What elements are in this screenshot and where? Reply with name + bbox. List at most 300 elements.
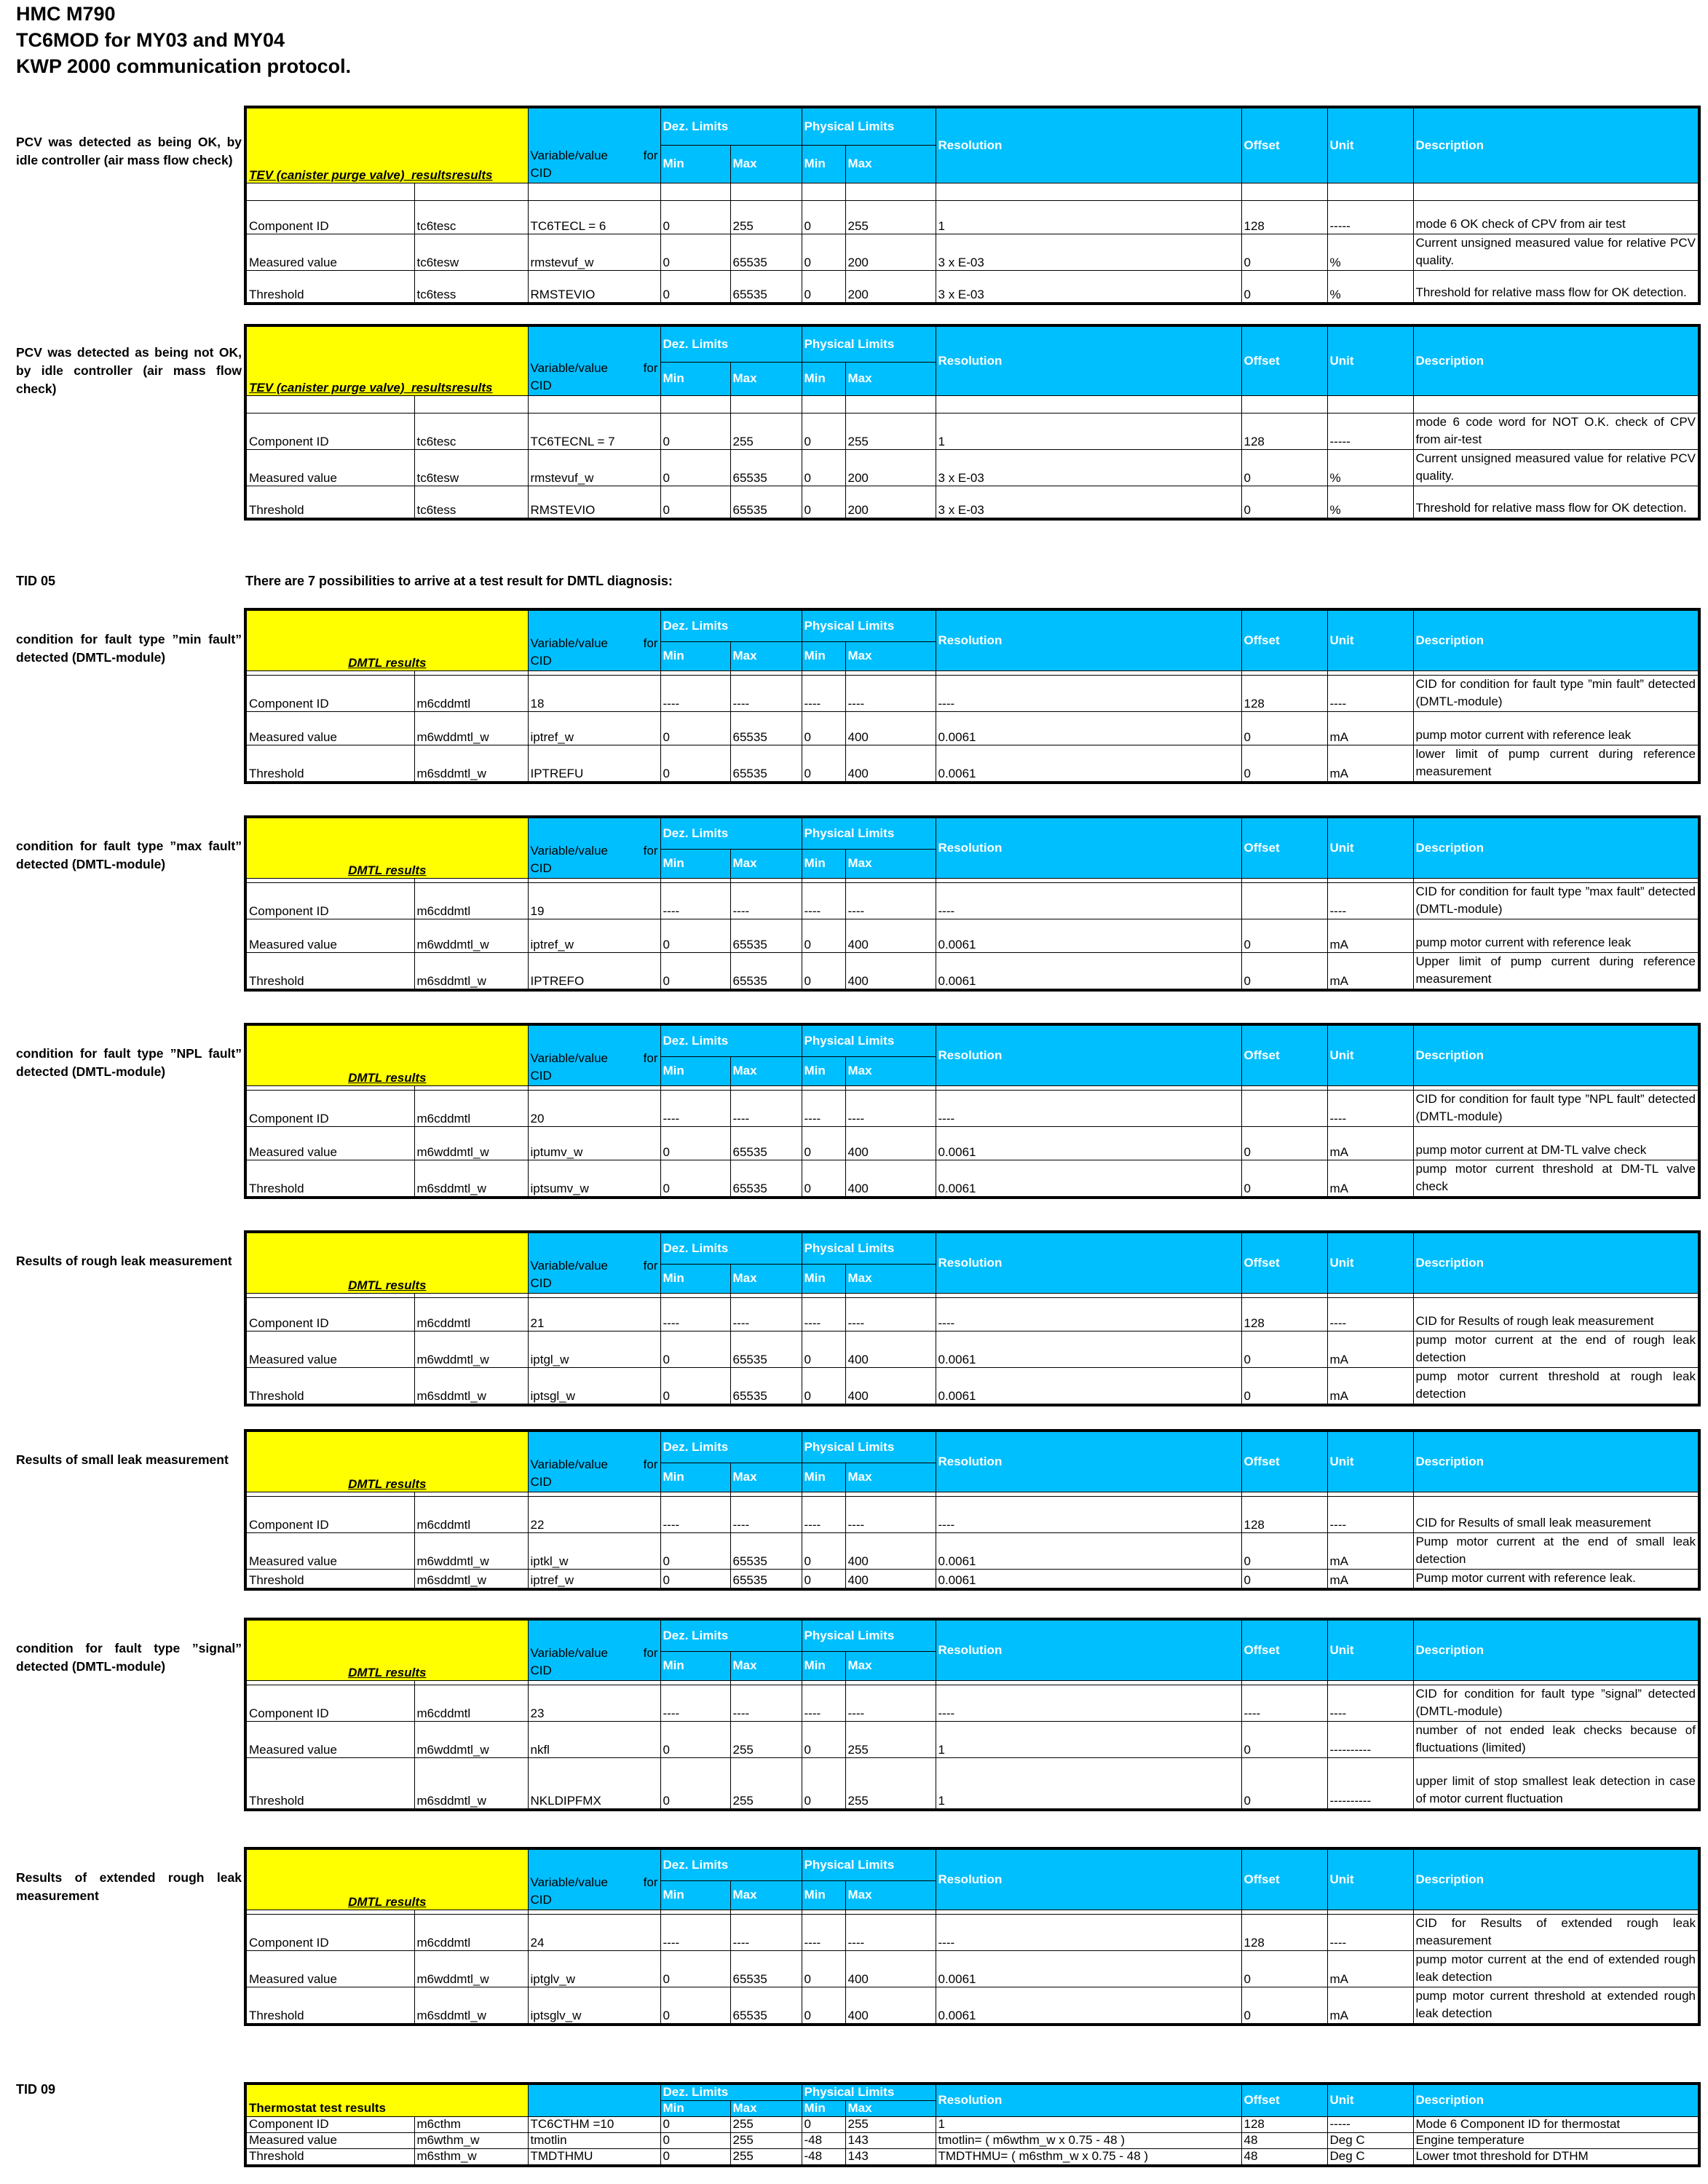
cell-phys-min: 0 <box>802 745 845 783</box>
cell-phys-min: 0 <box>802 1126 845 1160</box>
col-header-offset: Offset <box>1241 1232 1327 1293</box>
col-header-max: Max <box>845 362 936 395</box>
cell-resolution: ---- <box>936 675 1241 711</box>
table-row <box>245 1950 1699 1987</box>
col-header-min: Min <box>802 1651 845 1680</box>
cell-dez-min: 0 <box>660 234 730 270</box>
spacer-cell <box>1241 183 1327 200</box>
doc-title-line2: TC6MOD for MY03 and MY04 <box>16 29 285 51</box>
table-row <box>245 486 1699 519</box>
col-header-variable-a: Variable/value <box>530 1645 608 1660</box>
col-header-offset: Offset <box>1241 1848 1327 1910</box>
cell-description: pump motor current at DM-TL valve check <box>1413 1126 1699 1160</box>
cell-variable-code: m6sddmtl_w <box>414 1569 528 1589</box>
col-header-variable-a: Variable/value <box>530 1457 608 1471</box>
col-header-variable-line <box>531 1456 658 1473</box>
cell-variable-code: m6cddmtl <box>414 675 528 711</box>
cell-dez-min: 0 <box>660 486 730 519</box>
cell-unit: ---- <box>1327 882 1413 919</box>
cell-unit: mA <box>1327 1160 1413 1198</box>
table-title-cell <box>245 2084 528 2117</box>
cell-cid-value: 20 <box>528 1090 660 1126</box>
cell-resolution: 0.0061 <box>936 1331 1241 1367</box>
spacer-cell <box>936 395 1241 413</box>
cell-offset: 128 <box>1241 1914 1327 1950</box>
cell-unit: Deg C <box>1327 2149 1413 2167</box>
cell-phys-max: ---- <box>845 882 936 919</box>
cell-variable-code: m6sddmtl_w <box>414 745 528 783</box>
col-header-offset: Offset <box>1241 1024 1327 1085</box>
cell-row-type: Measured value <box>245 2133 414 2149</box>
table-row <box>245 745 1699 783</box>
col-header-variable-a: Variable/value <box>530 1258 608 1273</box>
cell-phys-max: ---- <box>845 1090 936 1126</box>
cell-dez-min: 0 <box>660 1721 730 1757</box>
col-header-resolution: Resolution <box>936 817 1241 878</box>
col-header-variable-b: for <box>643 636 658 650</box>
cell-phys-max: ---- <box>845 1297 936 1331</box>
col-header-resolution: Resolution <box>936 2084 1241 2117</box>
cell-phys-max: 400 <box>845 1569 936 1589</box>
cell-cid-value: TC6TECNL = 7 <box>528 413 660 449</box>
cell-resolution: 0.0061 <box>936 952 1241 990</box>
cell-phys-max: ---- <box>845 1914 936 1950</box>
cell-variable-code: m6cddmtl <box>414 1090 528 1126</box>
cell-phys-max: 400 <box>845 711 936 745</box>
cell-variable-code: m6sthm_w <box>414 2149 528 2167</box>
cell-variable-code: tc6tesw <box>414 234 528 270</box>
section-label: condition for fault type ”min fault” detected (DMTL-module) <box>16 632 242 665</box>
cell-resolution: 0.0061 <box>936 1532 1241 1569</box>
table-title: DMTL results <box>348 863 427 877</box>
table-title: TEV (canister purge valve)_resultsresults <box>249 167 493 182</box>
cell-offset: 128 <box>1241 675 1327 711</box>
col-header-min: Min <box>660 362 730 395</box>
cell-dez-min: ---- <box>660 1496 730 1532</box>
cell-description: CID for Results of small leak measurement <box>1413 1496 1699 1532</box>
cell-row-type: Threshold <box>245 1987 414 2025</box>
cell-dez-max: ---- <box>730 1914 802 1950</box>
cell-row-type: Measured value <box>245 1126 414 1160</box>
section-label: condition for fault type ”max fault” detected (DMTL-module) <box>16 839 242 871</box>
cell-description: Current unsigned measured value for relative PCV quality. <box>1413 234 1699 270</box>
cell-phys-min: 0 <box>802 1367 845 1405</box>
cell-description: CID for condition for fault type ”NPL fault” detected (DMTL-module) <box>1413 1090 1699 1126</box>
cell-cid-value: TMDTHMU <box>528 2149 660 2167</box>
col-header-variable-line <box>531 360 658 377</box>
cell-resolution: 0.0061 <box>936 1569 1241 1589</box>
spacer-cell <box>936 183 1241 200</box>
cell-dez-min: 0 <box>660 1950 730 1987</box>
col-header-description: Description <box>1413 1024 1699 1085</box>
table-title: DMTL results <box>348 1665 427 1679</box>
cell-cid-value: RMSTEVIO <box>528 270 660 304</box>
table-row <box>245 1126 1699 1160</box>
cell-resolution: ---- <box>936 1496 1241 1532</box>
col-header-unit: Unit <box>1327 1848 1413 1910</box>
cell-dez-min: 0 <box>660 1331 730 1367</box>
cell-dez-min: 0 <box>660 1160 730 1198</box>
table-row <box>245 675 1699 711</box>
cell-phys-max: 400 <box>845 1950 936 1987</box>
section-label: PCV was detected as being OK, by idle controller (air mass flow check) <box>16 135 242 167</box>
col-header-resolution: Resolution <box>936 325 1241 395</box>
cell-phys-min: ---- <box>802 675 845 711</box>
cell-unit: mA <box>1327 1987 1413 2025</box>
cell-unit: % <box>1327 449 1413 486</box>
cell-dez-max: ---- <box>730 1685 802 1721</box>
cell-offset: 0 <box>1241 1160 1327 1198</box>
cell-dez-min: 0 <box>660 745 730 783</box>
table-title: DMTL results <box>348 1278 427 1292</box>
cell-phys-min: 0 <box>802 711 845 745</box>
cell-description: upper limit of stop smallest leak detection in case of motor current fluctuation <box>1413 1757 1699 1810</box>
col-header-description: Description <box>1413 609 1699 670</box>
table-row <box>245 413 1699 449</box>
col-header-max: Max <box>845 1264 936 1293</box>
cell-unit: ----- <box>1327 200 1413 234</box>
col-header-variable-c: CID <box>530 378 552 392</box>
spacer-cell <box>660 183 730 200</box>
cell-row-type: Component ID <box>245 1297 414 1331</box>
cell-description: pump motor current threshold at DM-TL valve check <box>1413 1160 1699 1198</box>
table-row <box>245 234 1699 270</box>
cell-variable-code: m6sddmtl_w <box>414 1160 528 1198</box>
cell-phys-min: 0 <box>802 1987 845 2025</box>
col-header-physical-limits: Physical Limits <box>802 1232 936 1264</box>
cell-row-type: Threshold <box>245 952 414 990</box>
cell-resolution: TMDTHMU= ( m6sthm_w x 0.75 - 48 ) <box>936 2149 1241 2167</box>
cell-unit: mA <box>1327 952 1413 990</box>
col-header-variable-b: for <box>643 1645 658 1660</box>
cell-unit: mA <box>1327 1532 1413 1569</box>
col-header-variable-c: CID <box>530 653 552 668</box>
cell-dez-min: ---- <box>660 1090 730 1126</box>
cell-phys-max: 400 <box>845 1532 936 1569</box>
col-header-description: Description <box>1413 325 1699 395</box>
col-header-max: Max <box>845 641 936 670</box>
cell-row-type: Threshold <box>245 486 414 519</box>
col-header-min: Min <box>660 641 730 670</box>
spacer-cell <box>1413 395 1699 413</box>
col-header-variable <box>528 2084 660 2117</box>
cell-dez-min: 0 <box>660 711 730 745</box>
cell-phys-max: 255 <box>845 1757 936 1810</box>
col-header-min: Min <box>802 1880 845 1910</box>
cell-phys-min: 0 <box>802 234 845 270</box>
cell-offset: 128 <box>1241 200 1327 234</box>
cell-variable-code: tc6tesc <box>414 413 528 449</box>
cell-variable-code: m6sddmtl_w <box>414 952 528 990</box>
col-header-dez-limits: Dez. Limits <box>660 2084 802 2101</box>
cell-row-type: Component ID <box>245 2117 414 2133</box>
col-header-max: Max <box>730 641 802 670</box>
cell-row-type: Measured value <box>245 919 414 952</box>
col-header-variable-c: CID <box>530 860 552 875</box>
cell-offset: 0 <box>1241 745 1327 783</box>
cell-dez-min: 0 <box>660 919 730 952</box>
cell-dez-max: ---- <box>730 1090 802 1126</box>
col-header-variable-a: Variable/value <box>530 636 608 650</box>
cell-cid-value: RMSTEVIO <box>528 486 660 519</box>
col-header-max: Max <box>845 1056 936 1085</box>
col-header-description: Description <box>1413 2084 1699 2117</box>
table-title: DMTL results <box>348 655 427 670</box>
cell-dez-max: 65535 <box>730 449 802 486</box>
cell-dez-max: 65535 <box>730 1987 802 2025</box>
cell-offset: 0 <box>1241 1757 1327 1810</box>
cell-dez-max: ---- <box>730 675 802 711</box>
cell-dez-max: 65535 <box>730 711 802 745</box>
cell-phys-min: 0 <box>802 200 845 234</box>
tid-05-intro: There are 7 possibilities to arrive at a test result for DMTL diagnosis: <box>245 574 673 588</box>
col-header-max: Max <box>845 849 936 878</box>
table-title-cell <box>245 1848 528 1910</box>
col-header-physical-limits: Physical Limits <box>802 1619 936 1651</box>
cell-dez-max: 65535 <box>730 1950 802 1987</box>
col-header-min: Min <box>802 2101 845 2117</box>
col-header-variable <box>528 1431 660 1492</box>
spacer-cell <box>528 183 660 200</box>
col-header-variable-c: CID <box>530 1663 552 1677</box>
cell-cid-value: IPTREFO <box>528 952 660 990</box>
cell-description: CID for Results of rough leak measurement <box>1413 1297 1699 1331</box>
cell-phys-max: 400 <box>845 1331 936 1367</box>
cell-dez-max: 255 <box>730 2133 802 2149</box>
col-header-min: Min <box>802 362 845 395</box>
col-header-variable-c: CID <box>530 1068 552 1083</box>
col-header-max: Max <box>845 2101 936 2117</box>
table-row <box>245 1685 1699 1721</box>
cell-dez-max: ---- <box>730 1297 802 1331</box>
cell-offset: 128 <box>1241 1297 1327 1331</box>
cell-unit: mA <box>1327 1950 1413 1987</box>
col-header-max: Max <box>730 1880 802 1910</box>
table-title-cell <box>245 1619 528 1680</box>
cell-row-type: Component ID <box>245 200 414 234</box>
col-header-unit: Unit <box>1327 107 1413 183</box>
cell-resolution: 0.0061 <box>936 1950 1241 1987</box>
spacer-cell <box>1413 183 1699 200</box>
col-header-offset: Offset <box>1241 609 1327 670</box>
cell-cid-value: rmstevuf_w <box>528 234 660 270</box>
cell-row-type: Component ID <box>245 675 414 711</box>
cell-description: Threshold for relative mass flow for OK detection. <box>1413 270 1699 304</box>
cell-phys-min: 0 <box>802 1569 845 1589</box>
col-header-variable-line <box>531 1050 658 1067</box>
col-header-resolution: Resolution <box>936 1232 1241 1293</box>
cell-phys-max: 400 <box>845 1160 936 1198</box>
cell-cid-value: 23 <box>528 1685 660 1721</box>
cell-variable-code: m6sddmtl_w <box>414 1757 528 1810</box>
col-header-min: Min <box>660 1264 730 1293</box>
table-title-cell <box>245 1232 528 1293</box>
cell-offset: 128 <box>1241 413 1327 449</box>
col-header-max: Max <box>730 145 802 183</box>
cell-phys-min: -48 <box>802 2133 845 2149</box>
table-title-cell <box>245 107 528 183</box>
cell-unit: mA <box>1327 1569 1413 1589</box>
col-header-variable-a: Variable/value <box>530 1051 608 1065</box>
cell-description: CID for condition for fault type ”signal” detected (DMTL-module) <box>1413 1685 1699 1721</box>
cell-phys-min: 0 <box>802 413 845 449</box>
cell-dez-max: 255 <box>730 200 802 234</box>
table-title-cell <box>245 609 528 670</box>
spacer-cell <box>1327 395 1413 413</box>
spec-table <box>244 1847 1701 2026</box>
col-header-description: Description <box>1413 817 1699 878</box>
cell-unit: ----- <box>1327 413 1413 449</box>
cell-phys-max: 200 <box>845 234 936 270</box>
col-header-variable-a: Variable/value <box>530 360 608 375</box>
table-row <box>245 1757 1699 1810</box>
col-header-variable-c: CID <box>530 1892 552 1907</box>
table-row <box>245 270 1699 304</box>
cell-row-type: Measured value <box>245 1950 414 1987</box>
cell-offset: 0 <box>1241 1721 1327 1757</box>
cell-dez-min: 0 <box>660 1757 730 1810</box>
cell-dez-max: 65535 <box>730 1569 802 1589</box>
cell-unit: % <box>1327 270 1413 304</box>
cell-phys-max: 400 <box>845 1987 936 2025</box>
col-header-dez-limits: Dez. Limits <box>660 817 802 849</box>
table-row <box>245 2149 1699 2167</box>
cell-cid-value: iptglv_w <box>528 1950 660 1987</box>
cell-unit: ---------- <box>1327 1757 1413 1810</box>
cell-offset: 0 <box>1241 919 1327 952</box>
col-header-resolution: Resolution <box>936 1024 1241 1085</box>
cell-resolution: ---- <box>936 1297 1241 1331</box>
table-title-cell <box>245 325 528 395</box>
cell-phys-min: 0 <box>802 1721 845 1757</box>
table-row <box>245 200 1699 234</box>
spacer-cell <box>1327 183 1413 200</box>
cell-row-type: Component ID <box>245 413 414 449</box>
cell-resolution: 1 <box>936 200 1241 234</box>
col-header-physical-limits: Physical Limits <box>802 1848 936 1880</box>
cell-phys-max: 255 <box>845 2117 936 2133</box>
cell-phys-max: 143 <box>845 2149 936 2167</box>
cell-resolution: 0.0061 <box>936 1126 1241 1160</box>
cell-resolution: 3 x E-03 <box>936 449 1241 486</box>
col-header-max: Max <box>730 1264 802 1293</box>
cell-dez-max: 65535 <box>730 270 802 304</box>
cell-resolution: 3 x E-03 <box>936 486 1241 519</box>
col-header-dez-limits: Dez. Limits <box>660 325 802 362</box>
cell-row-type: Component ID <box>245 1685 414 1721</box>
table-title: DMTL results <box>348 1894 427 1909</box>
col-header-variable-a: Variable/value <box>530 1875 608 1889</box>
table-row <box>245 1532 1699 1569</box>
cell-description: Engine temperature <box>1413 2133 1699 2149</box>
cell-description: Pump motor current at the end of small leak detection <box>1413 1532 1699 1569</box>
cell-variable-code: m6wddmtl_w <box>414 711 528 745</box>
cell-cid-value: iptumv_w <box>528 1126 660 1160</box>
cell-phys-max: 200 <box>845 486 936 519</box>
cell-phys-min: 0 <box>802 1532 845 1569</box>
spacer-cell <box>245 395 414 413</box>
col-header-variable-a: Variable/value <box>530 843 608 858</box>
col-header-min: Min <box>660 1056 730 1085</box>
cell-row-type: Measured value <box>245 1721 414 1757</box>
cell-variable-code: m6wthm_w <box>414 2133 528 2149</box>
spec-table <box>244 1023 1701 1199</box>
cell-phys-min: 0 <box>802 449 845 486</box>
col-header-offset: Offset <box>1241 1619 1327 1680</box>
cell-dez-min: 0 <box>660 413 730 449</box>
col-header-description: Description <box>1413 1848 1699 1910</box>
cell-variable-code: m6wddmtl_w <box>414 1721 528 1757</box>
col-header-max: Max <box>845 145 936 183</box>
cell-resolution: 0.0061 <box>936 711 1241 745</box>
cell-dez-max: 65535 <box>730 1160 802 1198</box>
cell-cid-value: NKLDIPFMX <box>528 1757 660 1810</box>
cell-resolution: 1 <box>936 1721 1241 1757</box>
col-header-variable <box>528 1024 660 1085</box>
col-header-max: Max <box>730 2101 802 2117</box>
cell-row-type: Measured value <box>245 234 414 270</box>
col-header-variable-line <box>531 147 658 165</box>
cell-description: number of not ended leak checks because of fluctuations (limited) <box>1413 1721 1699 1757</box>
col-header-resolution: Resolution <box>936 609 1241 670</box>
cell-variable-code: m6cddmtl <box>414 1685 528 1721</box>
cell-cid-value: iptref_w <box>528 919 660 952</box>
cell-offset: 0 <box>1241 1367 1327 1405</box>
cell-variable-code: m6wddmtl_w <box>414 1950 528 1987</box>
cell-dez-min: ---- <box>660 1914 730 1950</box>
table-row <box>245 1331 1699 1367</box>
col-header-min: Min <box>802 1264 845 1293</box>
cell-description: pump motor current with reference leak <box>1413 919 1699 952</box>
col-header-variable <box>528 1619 660 1680</box>
cell-dez-max: 65535 <box>730 1367 802 1405</box>
spec-table <box>244 324 1701 521</box>
cell-row-type: Component ID <box>245 1914 414 1950</box>
cell-phys-max: 143 <box>845 2133 936 2149</box>
table-row <box>245 1721 1699 1757</box>
cell-dez-max: ---- <box>730 1496 802 1532</box>
col-header-min: Min <box>802 1463 845 1492</box>
cell-resolution: 0.0061 <box>936 745 1241 783</box>
cell-offset: 0 <box>1241 711 1327 745</box>
cell-offset <box>1241 1090 1327 1126</box>
col-header-min: Min <box>660 849 730 878</box>
cell-phys-max: 400 <box>845 745 936 783</box>
cell-cid-value: iptref_w <box>528 1569 660 1589</box>
cell-cid-value: IPTREFU <box>528 745 660 783</box>
cell-offset: 128 <box>1241 1496 1327 1532</box>
cell-resolution: 0.0061 <box>936 1987 1241 2025</box>
cell-row-type: Component ID <box>245 882 414 919</box>
cell-unit: % <box>1327 234 1413 270</box>
cell-unit: ---- <box>1327 1685 1413 1721</box>
cell-phys-max: 200 <box>845 449 936 486</box>
cell-offset: 0 <box>1241 486 1327 519</box>
cell-description: Threshold for relative mass flow for OK detection. <box>1413 486 1699 519</box>
col-header-min: Min <box>660 1651 730 1680</box>
cell-dez-min: ---- <box>660 1297 730 1331</box>
cell-cid-value: 21 <box>528 1297 660 1331</box>
col-header-physical-limits: Physical Limits <box>802 2084 936 2101</box>
table-row <box>245 952 1699 990</box>
cell-variable-code: tc6tesc <box>414 200 528 234</box>
cell-phys-max: 200 <box>845 270 936 304</box>
col-header-description: Description <box>1413 1431 1699 1492</box>
col-header-variable-b: for <box>643 1051 658 1065</box>
spacer-cell <box>1241 395 1327 413</box>
cell-offset: 0 <box>1241 449 1327 486</box>
cell-variable-code: m6cthm <box>414 2117 528 2133</box>
